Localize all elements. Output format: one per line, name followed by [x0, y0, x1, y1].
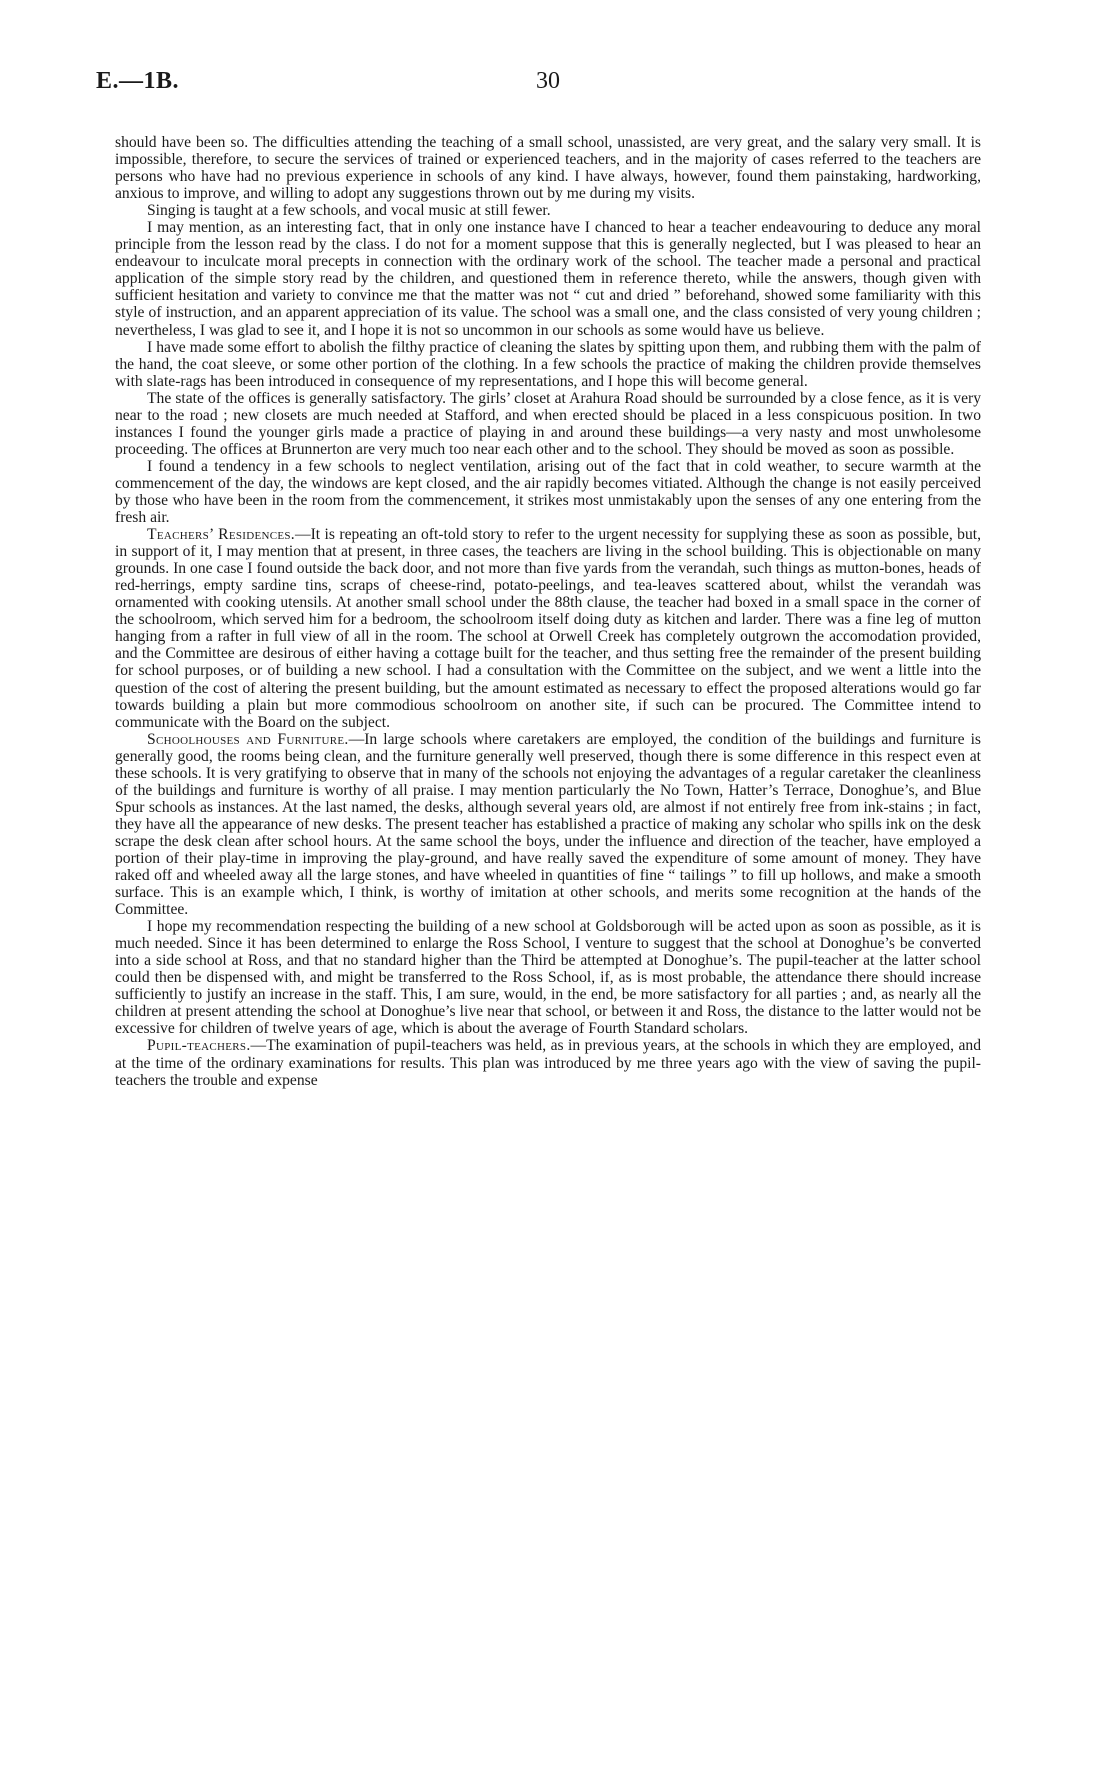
paragraph-text: I found a tendency in a few schools to neglect ventilation, arising out of the fact that in cold weather, to secure warmth at the commencement of the day, the windows are kept closed, and the air rapidly becomes vitiated. Although the change is not easily perceived by those who have been in the room from the commencement, it strikes most unmistakably upon the senses of any one entering from the fresh air.: [115, 457, 981, 527]
paragraph-text: —In large schools where caretakers are employed, the condition of the buildings and furniture is generally good, the rooms being clean, and the furniture generally well preserved, though there is some difference in this respect even at these schools. It is very gratifying to observe that in many of the schools not enjoying the advantages of a regular caretaker the cleanliness of the buildings and furniture is worthy of all praise. I may mention particularly the No Town, Hatter’s Terrace, Donoghue’s, and Blue Spur schools as instances. At the last named, the desks, although several years old, are almost if not entirely free from ink-stains ; in fact, they have all the appearance of new desks. The present teacher has established a practice of making any scholar who spills ink on the desk scrape the desk clean after school hours. At the same school the boys, under the influence and direction of the teacher, have employed a portion of their play-time in improving the play-ground, and have really saved the expenditure of some amount of money. They have raked off and wheeled away all the large stones, and have wheeled in quantities of fine “ tailings ” to fill up hollows, and make a smooth surface. This is an example which, I think, is worthy of imitation at other schools, and merits some recognition at the hands of the Committee.: [115, 730, 981, 919]
paragraph: [115, 339, 981, 390]
paragraph-text: I may mention, as an interesting fact, that in only one instance have I chanced to hear a teacher endeavouring to deduce any moral principle from the lesson read by the class. I do not for a moment suppose that this is generally neglected, but I was pleased to hear an endeavour to inculcate moral precepts in connection with the ordinary work of the school. The teacher made a personal and practical application of the simple story read by the children, and questioned them in reference thereto, while the answers, though given with sufficient hesitation and variety to convince me that the matter was not “ cut and dried ” beforehand, showed some familiarity with this style of instruction, and an apparent appreciation of its value. The school was a small one, and the class consisted of very young children ; nevertheless, I was glad to see it, and I hope it is not so uncommon in our schools as some would have us believe.: [115, 219, 981, 339]
paragraph-text: —The examination of pupil-teachers was held, as in previous years, at the schools in which they are employed, and at the time of the ordinary examinations for results. This plan was introduced by me three years ago with the view of saving the pupil-teachers the trouble and expense: [115, 1037, 981, 1089]
section-heading: Schoolhouses and Furniture.: [147, 730, 349, 748]
paragraph: [115, 731, 981, 919]
paragraph-text: Singing is taught at a few schools, and vocal music at still fewer.: [147, 202, 551, 220]
paragraph: [115, 526, 981, 731]
paragraph: [115, 134, 981, 202]
body-text: [115, 134, 981, 1089]
paragraph-text: —It is repeating an oft-told story to refer to the urgent necessity for supplying these as soon as possible, but, in support of it, I may mention that at present, in three cases, the teachers are living in the school building. This is objectionable on many grounds. In one case I found outside the back door, and not more than five yards from the verandah, such things as mutton-bones, heads of red-herrings, empty sardine tins, scraps of cheese-rind, potato-peelings, and tea-leaves scattered about, whilst the verandah was ornamented with cooking utensils. At another small school under the 88th clause, the teacher had boxed in a small space in the corner of the schoolroom, which served him for a bedroom, the schoolroom itself doing duty as kitchen and larder. There was a fine leg of mutton hanging from a rafter in full view of all in the room. The school at Orwell Creek has completely outgrown the accomodation provided, and the Committee are desirous of either having a cottage built for the teacher, and thus setting free the remainder of the present building for school purposes, or of building a new school. I had a consultation with the Committee on the subject, and we went a little into the question of the cost of altering the present building, but the amount estimated as necessary to effect the proposed alterations would go far towards building a plain but more commodious schoolroom on another site, if such can be procured. The Committee intend to communicate with the Board on the subject.: [115, 526, 981, 731]
paragraph-text: I hope my recommendation respecting the building of a new school at Goldsborough will be acted upon as soon as possible, as it is much needed. Since it has been determined to enlarge the Ross School, I venture to suggest that the school at Donoghue’s be converted into a side school at Ross, and that no standard higher than the Third be attempted at Donoghue’s. The pupil-teacher at the latter school could then be dispensed with, and might be transferred to the Ross School, if, as is most probable, the attendance there should increase sufficiently to justify an increase in the staff. This, I am sure, would, in the end, be more satisfactory for all parties ; and, as nearly all the children at present attending the school at Donoghue’s live near that school, or between it and Ross, the distance to the latter would not be excessive for children of twelve years of age, which is about the average of Fourth Standard scholars.: [115, 918, 981, 1038]
paragraph-text: The state of the offices is generally satisfactory. The girls’ closet at Arahura Road should be surrounded by a close fence, as it is very near to the road ; new closets are much needed at Stafford, and when erected should be placed in a less conspicuous position. In two instances I found the younger girls made a practice of playing in and around these buildings—a very nasty and most unwholesome proceeding. The offices at Brunnerton are very much too near each other and to the school. They should be moved as soon as possible.: [115, 389, 981, 458]
page-header: [96, 68, 1016, 108]
section-heading: Pupil-teachers.: [147, 1037, 251, 1055]
page-number: 30: [536, 68, 560, 94]
paragraph-text: should have been so. The difficulties attending the teaching of a small school, unassisted, are very great, and the salary very small. It is impossible, therefore, to secure the services of trained or experienced teachers, and in the majority of cases referred to the teachers are persons who have had no previous experience in schools of any kind. I have always, however, found them painstaking, hardworking, anxious to improve, and willing to adopt any suggestions thrown out by me during my visits.: [115, 134, 981, 203]
section-heading: Teachers’ Residences.: [147, 526, 295, 544]
paragraph: [115, 219, 981, 338]
paragraph: [115, 458, 981, 526]
paragraph: [115, 1037, 981, 1088]
paragraph: [115, 918, 981, 1037]
paragraph-text: I have made some effort to abolish the filthy practice of cleaning the slates by spitting upon them, and rubbing them with the palm of the hand, the coat sleeve, or some other portion of the clothing. In a few schools the practice of making the children provide themselves with slate-rags has been introduced in consequence of my representations, and I hope this will become general.: [115, 338, 981, 390]
paragraph: [115, 202, 981, 219]
document-reference: E.—1B.: [96, 68, 180, 94]
paragraph: [115, 390, 981, 458]
